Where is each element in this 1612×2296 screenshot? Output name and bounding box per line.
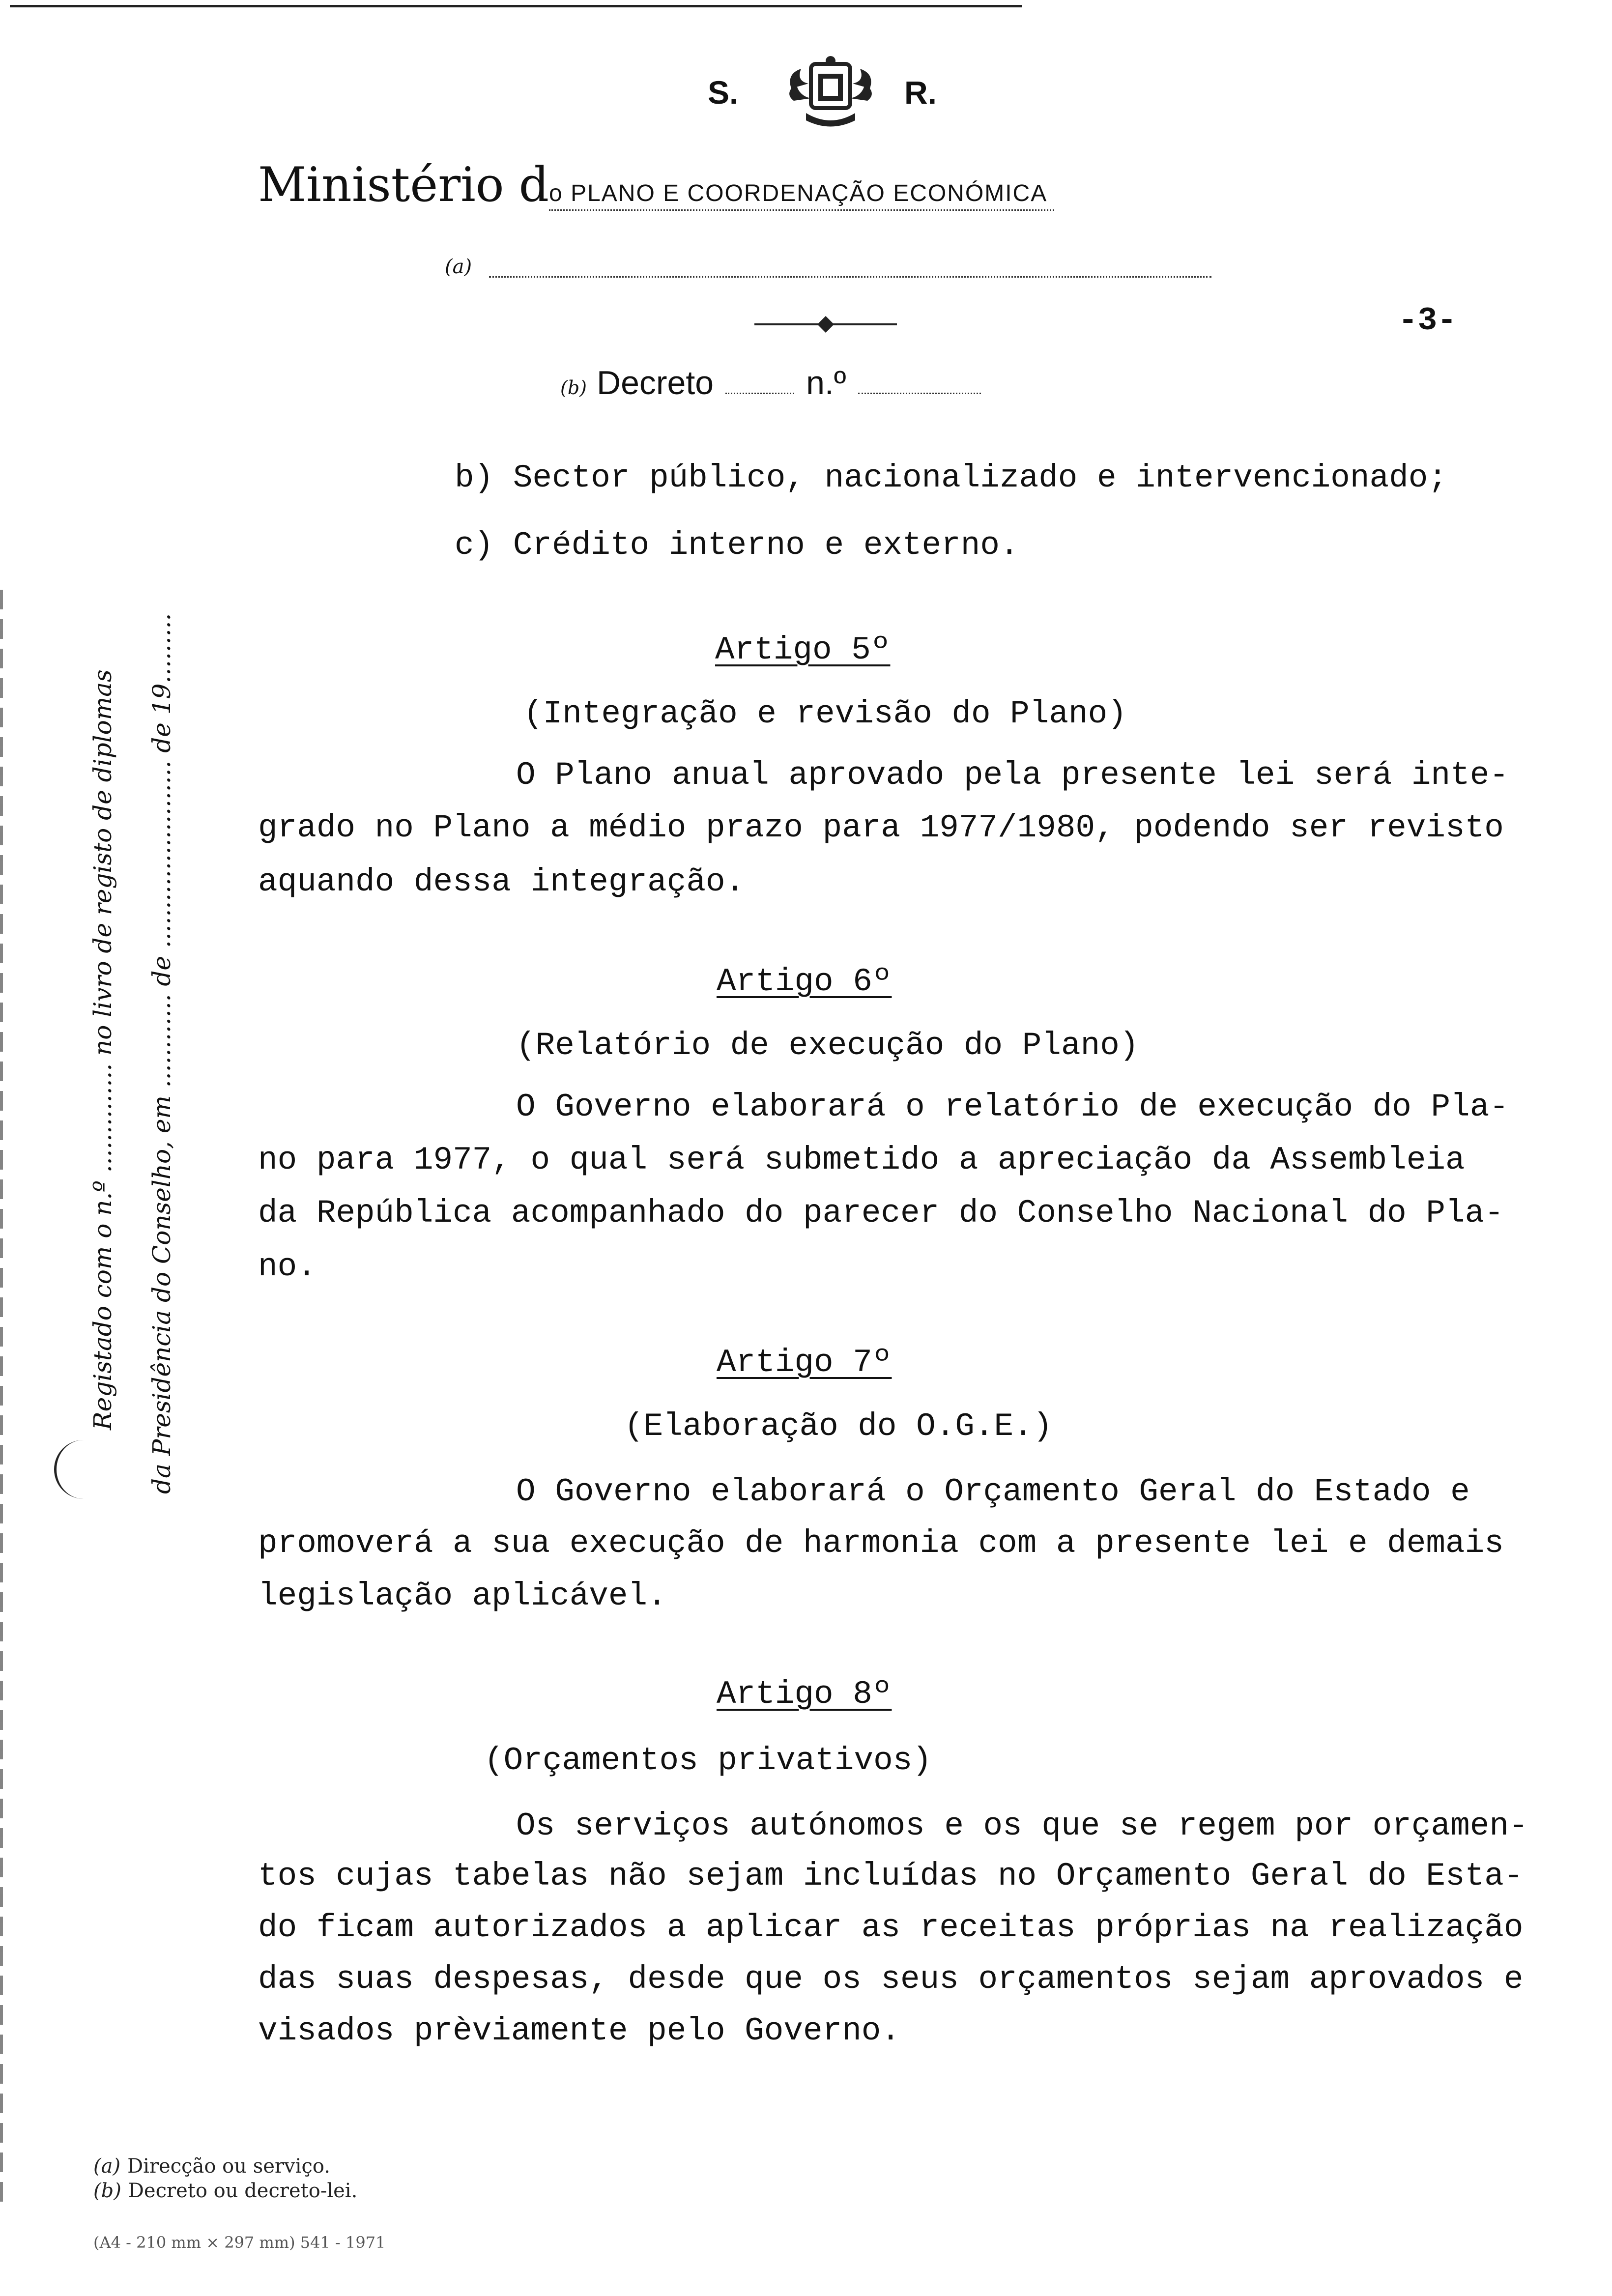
article-5-line-1: O Plano anual aprovado pela presente lei será inte- — [516, 757, 1509, 794]
footnote-b-label: (b) — [93, 2180, 121, 2202]
footnote-a-label: (a) — [93, 2155, 121, 2178]
decree-label-b: (b) — [560, 377, 587, 399]
ministry-d: d — [518, 157, 549, 212]
service-line-label: (a) — [445, 256, 472, 278]
letterhead — [708, 54, 953, 133]
article-7-title: Artigo 7º — [717, 1344, 892, 1381]
decree-number-dots — [858, 393, 981, 394]
article-7-line-1: O Governo elaborará o Orçamento Geral do Estado e — [516, 1473, 1470, 1510]
article-6-line-4: no. — [258, 1248, 317, 1285]
ministry-department: o PLANO E COORDENAÇÃO ECONÓMICA — [549, 180, 1054, 211]
page-number: -3- — [1398, 302, 1457, 339]
article-6-line-3: da República acompanhado do parecer do Conselho Nacional do Pla- — [258, 1195, 1504, 1232]
article-6-subtitle: (Relatório de execução do Plano) — [516, 1027, 1139, 1064]
footnote-b-text: Decreto ou decreto-lei. — [128, 2180, 358, 2202]
decree-type-dots — [725, 393, 794, 394]
margin-bracket — [54, 1440, 91, 1499]
footnote-a-text: Direcção ou serviço. — [127, 2155, 330, 2178]
service-line — [445, 256, 1211, 285]
footnote-b — [93, 2180, 357, 2202]
line-c: c) Crédito interno e externo. — [455, 527, 1019, 564]
article-8-line-4: das suas despesas, desde que os seus orçamentos sejam aprovados e — [258, 1961, 1524, 1998]
footnote-a — [93, 2155, 330, 2178]
article-6-title: Artigo 6º — [717, 963, 892, 1000]
article-8-subtitle: (Orçamentos privativos) — [484, 1742, 932, 1779]
coat-of-arms-icon — [781, 54, 880, 133]
article-6-line-1: O Governo elaborará o relatório de execução do Pla- — [516, 1089, 1509, 1125]
article-8-line-5: visados prèviamente pelo Governo. — [258, 2012, 901, 2049]
margin-registration-line: Registado com o n.º .............. no livro de registo de diplomas — [88, 669, 117, 1430]
ministry-label: Ministério — [258, 157, 504, 212]
article-5-title: Artigo 5º — [715, 631, 891, 668]
article-7-subtitle: (Elaboração do O.G.E.) — [624, 1408, 1053, 1445]
top-rule — [10, 5, 1022, 7]
article-8-line-1: Os serviços autónomos e os que se regem por orçamen- — [516, 1808, 1528, 1844]
decree-number-label: n.º — [806, 364, 846, 402]
ministry-title — [258, 157, 1339, 212]
letterhead-r: R. — [904, 74, 937, 111]
article-6-line-2: no para 1977, o qual será submetido a apreciação da Assembleia — [258, 1142, 1465, 1178]
letterhead-s: S. — [708, 74, 739, 111]
service-line-dots — [489, 276, 1211, 278]
line-b: b) Sector público, nacionalizado e intervencionado; — [455, 459, 1447, 496]
decree-line — [560, 364, 1101, 402]
article-5-subtitle: (Integração e revisão do Plano) — [523, 695, 1127, 732]
print-code: (A4 - 210 mm × 297 mm) 541 - 1971 — [93, 2233, 386, 2252]
article-5-line-2: grado no Plano a médio prazo para 1977/1980, podendo ser revisto — [258, 809, 1504, 846]
article-7-line-2: promoverá a sua execução de harmonia com a presente lei e demais — [258, 1525, 1504, 1562]
decree-word: Decreto — [596, 364, 714, 402]
article-8-title: Artigo 8º — [717, 1676, 892, 1713]
article-7-line-3: legislação aplicável. — [258, 1578, 667, 1614]
article-8-line-3: do ficam autorizados a aplicar as receitas próprias na realização — [258, 1909, 1524, 1946]
article-8-line-2: tos cujas tabelas não sejam incluídas no Orçamento Geral do Esta- — [258, 1858, 1524, 1894]
divider-diamond-icon — [817, 316, 834, 333]
left-edge-marks — [0, 590, 3, 2211]
margin-presidency-line: da Presidência do Conselho, em ............ de ........................ de 19......... — [147, 613, 176, 1494]
article-5-line-3: aquando dessa integração. — [258, 863, 745, 900]
